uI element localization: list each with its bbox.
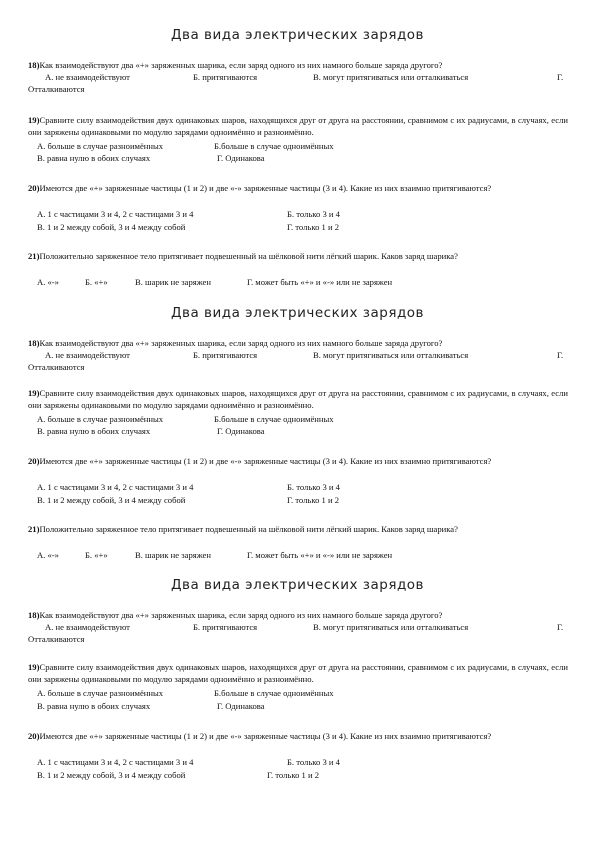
option-a: А. не взаимодействуют [45, 350, 130, 360]
option-a: А. «-» [37, 550, 59, 560]
option-a: А. не взаимодействуют [45, 622, 130, 632]
question-text: Сравните силу взаимодействия двух одинаковых шаров, находящихся друг от друга на расстоянии, сравнимом с их радиусами, в случаях, если они заряжены одинаковыми по модулю зарядами одноимённо и разноимённо. [28, 662, 568, 684]
option-b: Б. притягиваются [193, 350, 258, 360]
question-20 [28, 183, 568, 195]
option-d: Г. Одинакова [217, 701, 265, 711]
option-a: А. 1 с частицами 3 и 4, 2 с частицами 3 и 4 [37, 757, 194, 767]
question-text: Как взаимодействуют два «+» заряженных шарика, если заряд одного из них намного больше заряда другого? [39, 338, 443, 348]
option-d-prefix: Г. [557, 350, 564, 360]
option-d: Г. только 1 и 2 [287, 495, 340, 505]
option-c: В. шарик не заряжен [135, 277, 211, 287]
question-number: 21) [28, 251, 40, 261]
question-number: 18) [28, 338, 40, 348]
option-d: Отталкиваются [28, 84, 85, 94]
question-18 [28, 610, 568, 622]
option-c: В. могут притягиваться или отталкиваться [313, 72, 469, 82]
option-c: В. 1 и 2 между собой, 3 и 4 между собой [37, 495, 186, 505]
option-d: Г. только 1 и 2 [287, 222, 340, 232]
option-a: А. не взаимодействуют [45, 72, 130, 82]
question-text: Положительно заряженное тело притягивает подвешенный на шёлковой нити лёгкий шарик. Каков заряд шарика? [39, 524, 458, 534]
option-d: Отталкиваются [28, 362, 85, 372]
option-b: Б. притягиваются [193, 622, 258, 632]
question-number: 19) [28, 388, 40, 398]
option-c: В. 1 и 2 между собой, 3 и 4 между собой [37, 770, 186, 780]
question-number: 20) [28, 183, 40, 193]
question-text: Имеются две «+» заряженные частицы (1 и 2) и две «-» заряженные частицы (3 и 4). Какие из них взаимно притягиваются? [39, 183, 492, 193]
question-text: Сравните силу взаимодействия двух одинаковых шаров, находящихся друг от друга на расстоянии, сравнимом с их радиусами, в случаях, если они заряжены одинаковыми по модулю зарядами одноимённо и разноимённо. [28, 115, 568, 137]
option-c: В. 1 и 2 между собой, 3 и 4 между собой [37, 222, 186, 232]
question-text: Сравните силу взаимодействия двух одинаковых шаров, находящихся друг от друга на расстоянии, сравнимом с их радиусами, в случаях, если они заряжены одинаковыми по модулю зарядами одноимённо и разноимённо. [28, 388, 568, 410]
question-number: 20) [28, 456, 40, 466]
question-19 [28, 115, 568, 138]
question-number: 19) [28, 662, 40, 672]
option-b: Б. только 3 и 4 [287, 209, 340, 219]
question-19 [28, 662, 568, 685]
option-c: В. равна нулю в обоих случаях [37, 426, 151, 436]
option-a: А. больше в случае разноимённых [37, 141, 164, 151]
option-a: А. больше в случае разноимённых [37, 414, 164, 424]
section-title: Два вида электрических зарядов [170, 305, 424, 321]
option-c: В. могут притягиваться или отталкиваться [313, 622, 469, 632]
question-19 [28, 388, 568, 411]
question-20 [28, 731, 568, 743]
option-d: Г. Одинакова [217, 153, 265, 163]
option-d-prefix: Г. [557, 622, 564, 632]
option-d: Отталкиваются [28, 634, 85, 644]
option-d: Г. может быть «+» и «-» или не заряжен [247, 550, 393, 560]
option-b: Б. только 3 и 4 [287, 757, 340, 767]
option-b: Б.больше в случае одноимённых [214, 414, 334, 424]
option-d: Г. Одинакова [217, 426, 265, 436]
option-b: Б.больше в случае одноимённых [214, 688, 334, 698]
question-18 [28, 338, 568, 350]
option-d: Г. может быть «+» и «-» или не заряжен [247, 277, 393, 287]
option-b: Б. «+» [85, 550, 108, 560]
option-b: Б. только 3 и 4 [287, 482, 340, 492]
option-b: Б. притягиваются [193, 72, 258, 82]
option-d-prefix: Г. [557, 72, 564, 82]
question-number: 21) [28, 524, 40, 534]
option-a: А. 1 с частицами 3 и 4, 2 с частицами 3 и 4 [37, 209, 194, 219]
question-text: Как взаимодействуют два «+» заряженных шарика, если заряд одного из них намного больше заряда другого? [39, 60, 443, 70]
option-c: В. равна нулю в обоих случаях [37, 153, 151, 163]
option-a: А. больше в случае разноимённых [37, 688, 164, 698]
question-18 [28, 60, 568, 72]
question-text: Имеются две «+» заряженные частицы (1 и 2) и две «-» заряженные частицы (3 и 4). Какие из них взаимно притягиваются? [39, 731, 492, 741]
option-c: В. могут притягиваться или отталкиваться [313, 350, 469, 360]
question-number: 18) [28, 610, 40, 620]
section-title: Два вида электрических зарядов [170, 577, 424, 593]
question-21 [28, 524, 568, 536]
option-b: Б. «+» [85, 277, 108, 287]
option-c: В. равна нулю в обоих случаях [37, 701, 151, 711]
question-number: 19) [28, 115, 40, 125]
question-text: Как взаимодействуют два «+» заряженных шарика, если заряд одного из них намного больше заряда другого? [39, 610, 443, 620]
question-number: 18) [28, 60, 40, 70]
option-b: Б.больше в случае одноимённых [214, 141, 334, 151]
question-20 [28, 456, 568, 468]
question-text: Положительно заряженное тело притягивает подвешенный на шёлковой нити лёгкий шарик. Каков заряд шарика? [39, 251, 458, 261]
option-c: В. шарик не заряжен [135, 550, 211, 560]
option-a: А. «-» [37, 277, 59, 287]
option-a: А. 1 с частицами 3 и 4, 2 с частицами 3 и 4 [37, 482, 194, 492]
option-d: Г. только 1 и 2 [267, 770, 320, 780]
question-number: 20) [28, 731, 40, 741]
question-text: Имеются две «+» заряженные частицы (1 и 2) и две «-» заряженные частицы (3 и 4). Какие из них взаимно притягиваются? [39, 456, 492, 466]
section-title: Два вида электрических зарядов [170, 27, 424, 43]
question-21 [28, 251, 568, 263]
